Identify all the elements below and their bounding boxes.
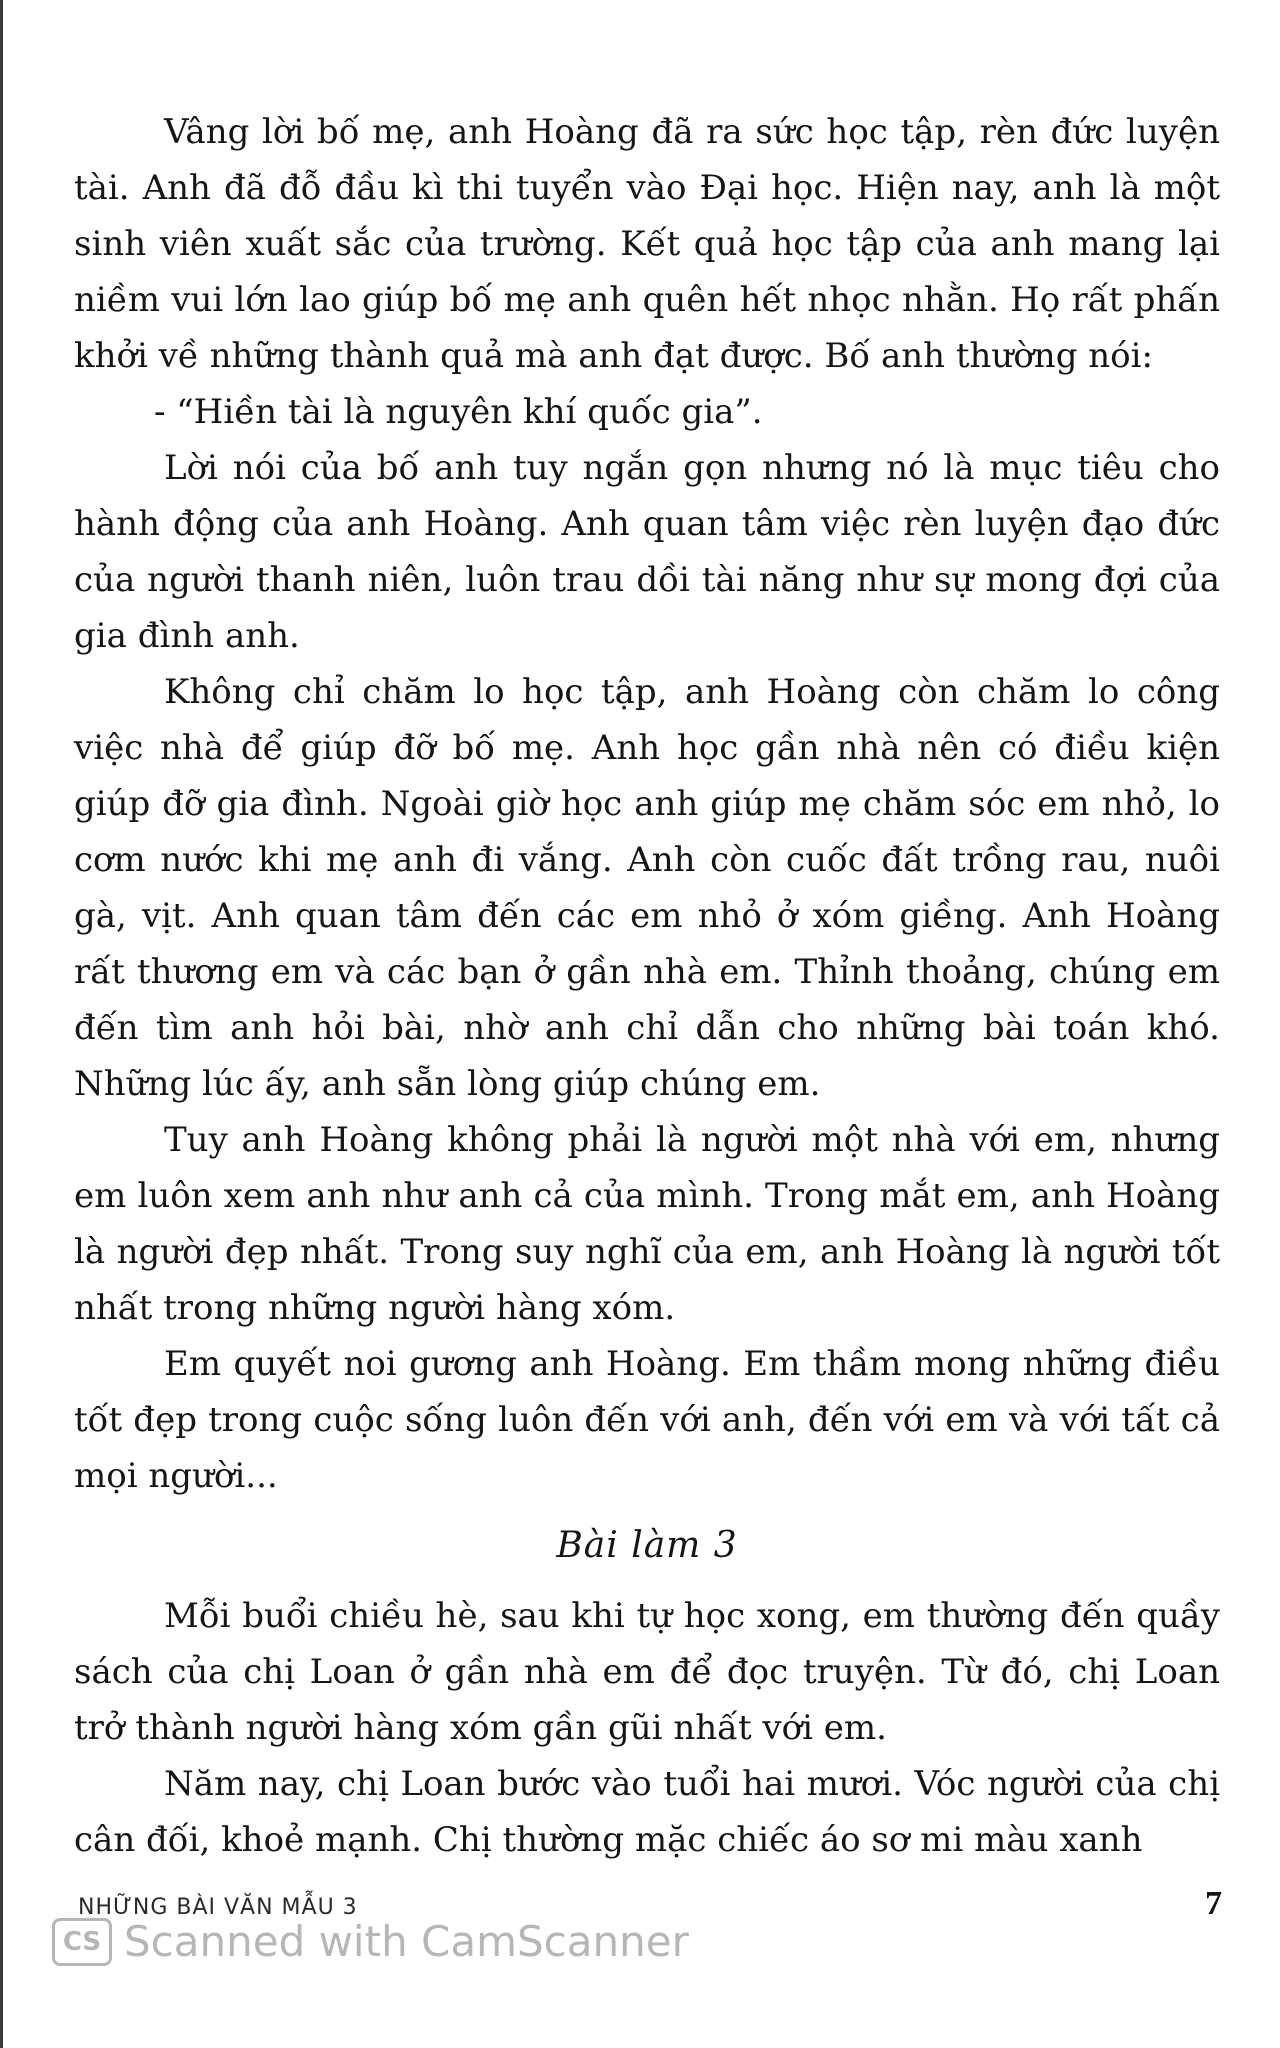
watermark-text: Scanned with CamScanner: [124, 1917, 689, 1966]
page-left-edge: [0, 0, 3, 2048]
paragraph-loan-intro: Mỗi buổi chiều hè, sau khi tự học xong, em thường đến quầy sách của chị Loan ở gần nhà em để đọc truyện. Từ đó, chị Loan trở thành người hàng xóm gần gũi nhất với em.: [74, 1596, 1220, 1748]
book-title-footer: NHỮNG BÀI VĂN MẪU 3: [78, 1895, 358, 1920]
paragraph-father-words: Lời nói của bố anh tuy ngắn gọn nhưng nó là mục tiêu cho hành động của anh Hoàng. Anh quan tâm việc rèn luyện đạo đức của người thanh niên, luôn trau dồi tài năng như sự mong đợi của gia đình anh.: [74, 448, 1220, 656]
page-number: 7: [1205, 1885, 1222, 1922]
camscanner-watermark: [52, 1917, 689, 1966]
quote-line: - “Hiền tài là nguyên khí quốc gia”.: [154, 392, 763, 432]
paragraph-loan-description: Năm nay, chị Loan bước vào tuổi hai mươi. Vóc người của chị cân đối, khoẻ mạnh. Chị thường mặc chiếc áo sơ mi màu xanh: [74, 1764, 1220, 1860]
paragraph-hoang-study: Vâng lời bố mẹ, anh Hoàng đã ra sức học tập, rèn đức luyện tài. Anh đã đỗ đầu kì thi tuyển vào Đại học. Hiện nay, anh là một sinh viên xuất sắc của trường. Kết quả học tập của anh mang lại niềm vui lớn lao giúp bố mẹ anh quên hết nhọc nhằn. Họ rất phấn khởi về những thành quả mà anh đạt được. Bố anh thường nói:: [74, 112, 1220, 376]
camscanner-logo-icon: CS: [52, 1918, 112, 1966]
paragraph-housework: Không chỉ chăm lo học tập, anh Hoàng còn chăm lo công việc nhà để giúp đỡ bố mẹ. Anh học gần nhà nên có điều kiện giúp đỡ gia đình. Ngoài giờ học anh giúp mẹ chăm sóc em nhỏ, lo cơm nước khi mẹ anh đi vắng. Anh còn cuốc đất trồng rau, nuôi gà, vịt. Anh quan tâm đến các em nhỏ ở xóm giềng. Anh Hoàng rất thương em và các bạn ở gần nhà em. Thỉnh thoảng, chúng em đến tìm anh hỏi bài, nhờ anh chỉ dẫn cho những bài toán khó. Những lúc ấy, anh sẵn lòng giúp chúng em.: [74, 672, 1220, 1104]
paragraph-conclusion: Em quyết noi gương anh Hoàng. Em thầm mong những điều tốt đẹp trong cuộc sống luôn đến với anh, đến với em và với tất cả mọi người...: [74, 1344, 1220, 1496]
section-heading: Bài làm 3: [556, 1525, 738, 1566]
paragraph-like-brother: Tuy anh Hoàng không phải là người một nhà với em, nhưng em luôn xem anh như anh cả của mình. Trong mắt em, anh Hoàng là người đẹp nhất. Trong suy nghĩ của em, anh Hoàng là người tốt nhất trong những người hàng xóm.: [74, 1120, 1220, 1328]
page-body: [74, 104, 1220, 1868]
